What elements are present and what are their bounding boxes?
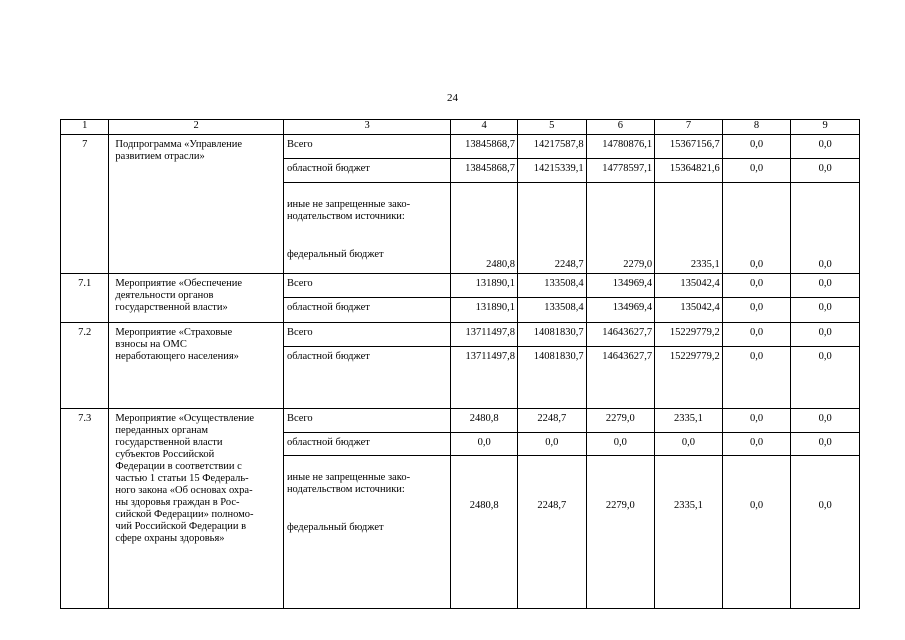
value-cell: 0,0 (791, 135, 860, 159)
column-header: 1 (61, 120, 109, 135)
value-cell: 2480,8 (451, 409, 518, 433)
value-cell: 2279,0 (586, 183, 655, 274)
source-label: федеральный бюджет (286, 249, 384, 260)
value-cell: 2480,8 (451, 183, 518, 274)
value-cell: 14643627,7 (586, 347, 655, 409)
value-cell: 0,0 (722, 159, 791, 183)
value-cell: 134969,4 (586, 274, 655, 298)
funding-source: Всего (283, 409, 450, 433)
value-cell: 133508,4 (517, 274, 586, 298)
value-cell: 0,0 (722, 409, 791, 433)
column-header: 8 (722, 120, 791, 135)
value-cell: 2279,0 (586, 409, 655, 433)
value-cell: 13845868,7 (451, 159, 518, 183)
value-cell: 0,0 (791, 456, 860, 609)
value-cell: 0,0 (791, 298, 860, 323)
value-cell: 13711497,8 (451, 323, 518, 347)
value-cell: 0,0 (791, 159, 860, 183)
value-cell: 0,0 (791, 183, 860, 274)
funding-source: Всего (283, 323, 450, 347)
value-cell: 0,0 (517, 433, 586, 456)
header-row (61, 120, 860, 135)
value-cell: 0,0 (791, 347, 860, 409)
value-cell: 2248,7 (517, 409, 586, 433)
column-header: 3 (283, 120, 450, 135)
table-row (61, 274, 860, 298)
value-cell: 2335,1 (655, 456, 723, 609)
source-note: иные не запрещенные зако- нодательством источники: (286, 199, 411, 222)
column-header: 7 (655, 120, 723, 135)
value-cell: 0,0 (655, 433, 723, 456)
row-number: 7.3 (61, 409, 109, 609)
value-cell: 15364821,6 (655, 159, 723, 183)
value-cell: 2335,1 (655, 183, 723, 274)
table-row (61, 409, 860, 433)
value-cell: 0,0 (722, 298, 791, 323)
value-cell: 0,0 (722, 135, 791, 159)
value-cell: 13711497,8 (451, 347, 518, 409)
item-name: Мероприятие «Осуществление переданных органам государственной власти субъектов Российской Федерации в соответствии с частью 1 статьи 15 Федераль- ного закона «Об основах охра- ны здоровья граждан в Рос- сийской Федерации» полномо- чий Российской Федерации в сфере охраны здоровья» (109, 409, 284, 609)
value-cell: 15229779,2 (655, 347, 723, 409)
value-cell: 2248,7 (517, 456, 586, 609)
funding-source (283, 183, 450, 274)
value-cell: 14780876,1 (586, 135, 655, 159)
value-cell: 135042,4 (655, 274, 723, 298)
value-cell: 13845868,7 (451, 135, 518, 159)
value-cell: 0,0 (722, 433, 791, 456)
source-note: иные не запрещенные зако- нодательством источники: (286, 472, 411, 495)
row-number: 7 (61, 135, 109, 274)
value-cell: 133508,4 (517, 298, 586, 323)
value-cell: 15229779,2 (655, 323, 723, 347)
column-header: 6 (586, 120, 655, 135)
value-cell: 0,0 (791, 323, 860, 347)
value-cell: 14217587,8 (517, 135, 586, 159)
table-row (61, 135, 860, 159)
value-cell: 135042,4 (655, 298, 723, 323)
funding-source: областной бюджет (283, 347, 450, 409)
value-cell: 0,0 (451, 433, 518, 456)
funding-source (283, 456, 450, 609)
value-cell: 0,0 (791, 274, 860, 298)
value-cell: 14081830,7 (517, 347, 586, 409)
value-cell: 0,0 (722, 274, 791, 298)
column-header: 5 (517, 120, 586, 135)
value-cell: 131890,1 (451, 274, 518, 298)
value-cell: 14643627,7 (586, 323, 655, 347)
value-cell: 14081830,7 (517, 323, 586, 347)
value-cell: 14778597,1 (586, 159, 655, 183)
funding-source: областной бюджет (283, 433, 450, 456)
value-cell: 2480,8 (451, 456, 518, 609)
value-cell: 0,0 (722, 456, 791, 609)
page-number: 24 (447, 92, 458, 104)
budget-table (60, 119, 860, 609)
value-cell: 0,0 (791, 433, 860, 456)
item-name: Мероприятие «Страховые взносы на ОМС неработающего населения» (109, 323, 284, 409)
value-cell: 0,0 (586, 433, 655, 456)
funding-source: областной бюджет (283, 298, 450, 323)
value-cell: 134969,4 (586, 298, 655, 323)
row-number: 7.2 (61, 323, 109, 409)
value-cell: 0,0 (722, 323, 791, 347)
table-row (61, 323, 860, 347)
value-cell: 15367156,7 (655, 135, 723, 159)
column-header: 4 (451, 120, 518, 135)
value-cell: 0,0 (791, 409, 860, 433)
column-header: 9 (791, 120, 860, 135)
value-cell: 0,0 (722, 183, 791, 274)
funding-source: Всего (283, 274, 450, 298)
row-number: 7.1 (61, 274, 109, 323)
value-cell: 2335,1 (655, 409, 723, 433)
value-cell: 0,0 (722, 347, 791, 409)
value-cell: 131890,1 (451, 298, 518, 323)
item-name: Мероприятие «Обеспечение деятельности органов государственной власти» (109, 274, 284, 323)
funding-source: Всего (283, 135, 450, 159)
source-label: федеральный бюджет (286, 522, 384, 533)
value-cell: 2248,7 (517, 183, 586, 274)
value-cell: 2279,0 (586, 456, 655, 609)
value-cell: 14215339,1 (517, 159, 586, 183)
funding-source: областной бюджет (283, 159, 450, 183)
column-header: 2 (109, 120, 284, 135)
item-name: Подпрограмма «Управление развитием отрасли» (109, 135, 284, 274)
